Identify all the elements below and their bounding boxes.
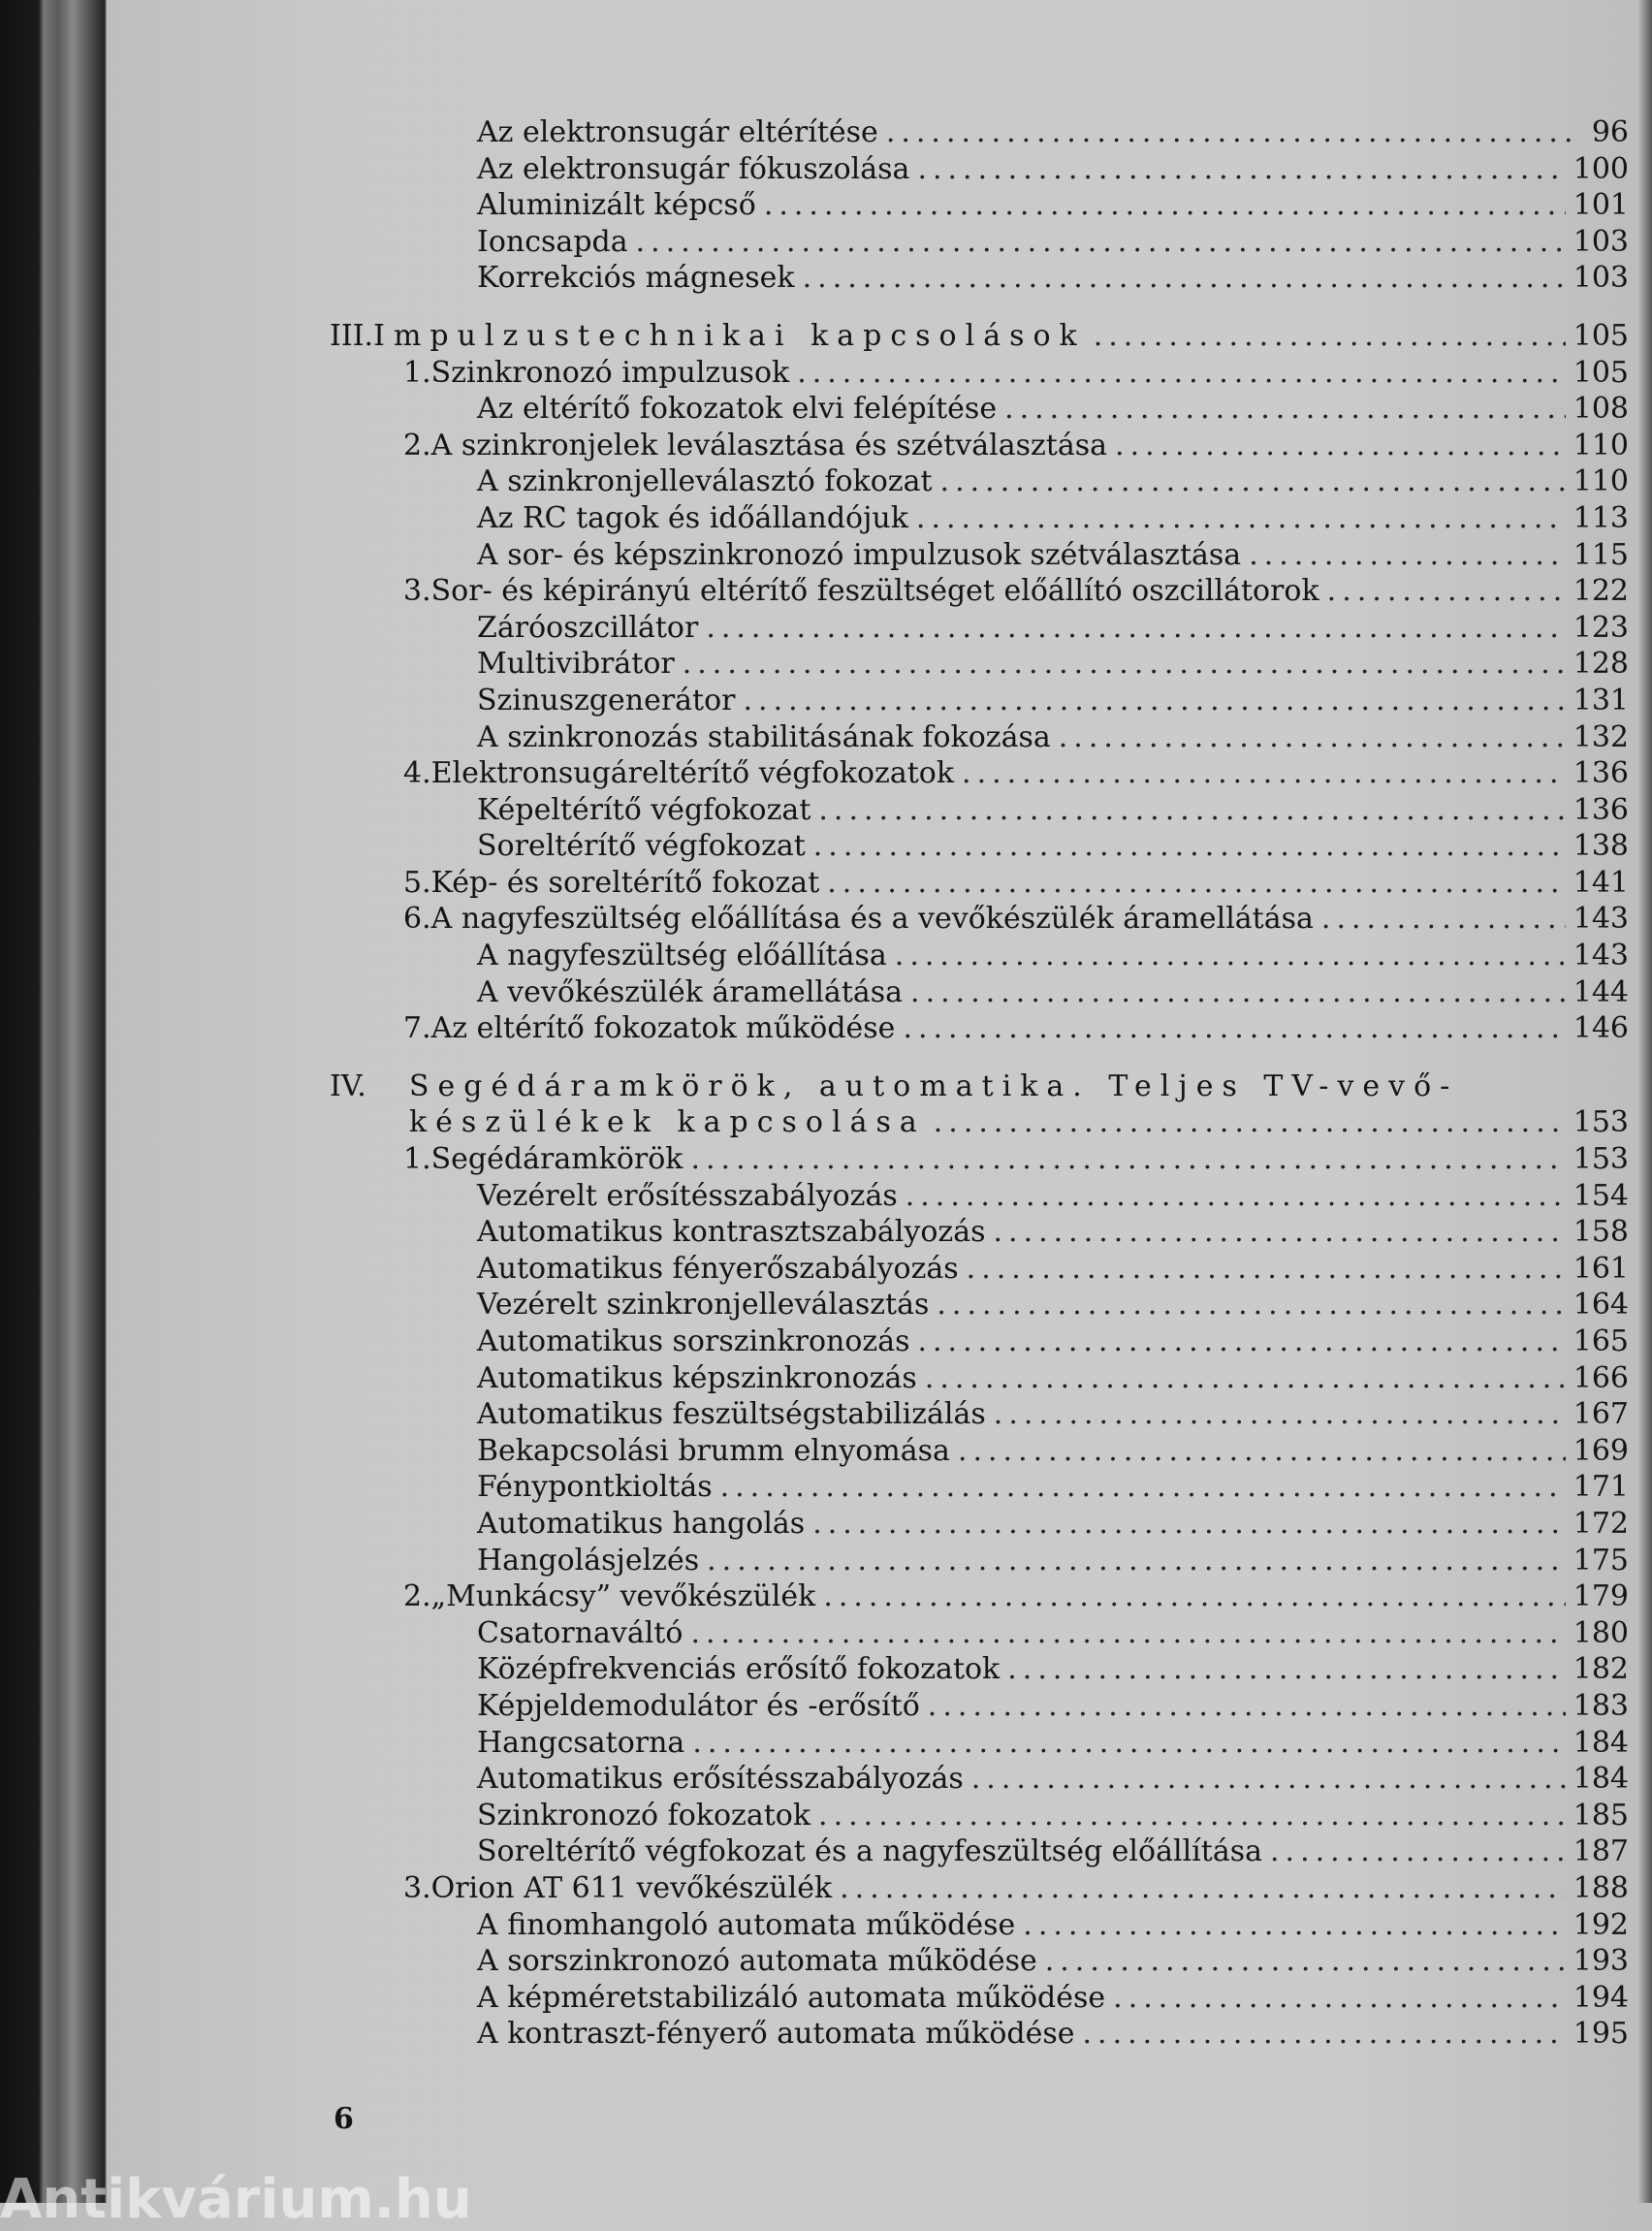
toc-title: A vevőkészülék áramellátása — [477, 974, 904, 1009]
toc-subsection — [330, 1980, 1629, 2017]
dot-leader — [994, 1214, 1566, 1251]
dot-leader — [1321, 901, 1566, 938]
dot-leader — [967, 1251, 1566, 1288]
toc-subsection — [330, 1178, 1629, 1215]
toc-number: 3. — [403, 1870, 431, 1905]
toc-subsection — [330, 1725, 1629, 1762]
toc-title: Képeltérítő végfokozat — [477, 792, 811, 827]
toc-subsection — [330, 537, 1629, 574]
toc-page: 161 — [1573, 1251, 1629, 1286]
toc-number: 5. — [403, 865, 431, 900]
toc-page: 169 — [1573, 1433, 1629, 1468]
toc-subsection — [330, 610, 1629, 647]
toc-number: 3. — [403, 574, 431, 609]
toc-page: 187 — [1573, 1834, 1629, 1869]
toc-title: Képjeldemodulátor és -erősítő — [477, 1688, 920, 1723]
toc-title: Vezérelt erősítésszabályozás — [477, 1178, 898, 1213]
toc-title: Záróoszcillátor — [477, 610, 699, 645]
dot-leader — [720, 1469, 1566, 1506]
dot-leader — [690, 1141, 1565, 1178]
toc-title: A finomhangoló automata működése — [477, 1907, 1016, 1942]
toc-page: 165 — [1573, 1324, 1629, 1358]
dot-leader — [1113, 1980, 1566, 2017]
dot-leader — [1094, 318, 1566, 355]
toc-page: 179 — [1573, 1579, 1629, 1614]
toc-subsection — [330, 938, 1629, 974]
dot-leader — [910, 974, 1566, 1011]
dot-leader — [683, 646, 1566, 683]
toc-subsection — [330, 1943, 1629, 1980]
toc-title: A sorszinkronozó automata működése — [477, 1944, 1037, 1979]
toc-title: Sor- és képirányú eltérítő feszültséget előállító oszcillátorok — [430, 574, 1319, 609]
toc-subsection — [330, 1214, 1629, 1251]
toc-page: 154 — [1573, 1178, 1629, 1213]
dot-leader — [940, 463, 1566, 500]
toc-subsection — [330, 683, 1629, 719]
toc-number: 7. — [403, 1011, 431, 1046]
toc-title: Soreltérítő végfokozat és a nagyfeszültség előállítása — [477, 1834, 1262, 1869]
toc-page: 166 — [1573, 1360, 1629, 1395]
dot-leader — [813, 828, 1566, 865]
toc-page: 164 — [1573, 1288, 1629, 1323]
toc-title: Automatikus sorszinkronozás — [477, 1324, 910, 1358]
page-number: 6 — [334, 2102, 354, 2136]
toc-page: 122 — [1573, 574, 1629, 609]
dot-leader — [840, 1870, 1566, 1907]
toc-title: A nagyfeszültség előállítása és a vevőkészülék áramellátása — [430, 902, 1314, 937]
dot-leader — [1270, 1833, 1566, 1870]
toc-section — [330, 355, 1629, 392]
toc-title: Automatikus képszinkronozás — [477, 1360, 917, 1395]
toc-number: 4. — [403, 756, 431, 791]
toc-title: Az eltérítő fokozatok elvi felépítése — [477, 392, 998, 427]
dot-leader — [1249, 537, 1566, 574]
dot-leader — [994, 1396, 1566, 1433]
toc-page: 153 — [1573, 1105, 1629, 1140]
dot-leader — [928, 1688, 1566, 1725]
toc-subsection — [330, 2016, 1629, 2053]
toc-page: 195 — [1573, 2017, 1629, 2052]
toc-page: 184 — [1573, 1725, 1629, 1760]
dot-leader — [692, 1725, 1565, 1762]
toc-title: Automatikus kontrasztszabályozás — [477, 1215, 986, 1250]
toc-subsection — [330, 1798, 1629, 1834]
toc-page: 123 — [1573, 610, 1629, 645]
toc-chapter — [330, 1068, 1629, 1105]
dot-leader — [812, 1506, 1566, 1543]
toc-title: A képméretstabilizáló automata működése — [477, 1980, 1106, 2015]
toc-page: 105 — [1573, 318, 1629, 353]
toc-page: 136 — [1573, 792, 1629, 827]
toc-subsection — [330, 1323, 1629, 1360]
dot-leader — [706, 610, 1565, 647]
toc-page: 115 — [1573, 537, 1629, 572]
dot-leader — [797, 355, 1566, 392]
dot-leader — [803, 260, 1566, 297]
toc-subsection — [330, 1360, 1629, 1397]
toc-subsection — [330, 828, 1629, 865]
toc-title: Kép- és soreltérítő fokozat — [430, 865, 820, 900]
toc-section — [330, 901, 1629, 938]
dot-leader — [937, 1287, 1565, 1323]
dot-leader — [958, 1433, 1566, 1470]
toc-page: 103 — [1573, 224, 1629, 259]
toc-section — [330, 1870, 1629, 1907]
toc-page: 143 — [1573, 902, 1629, 937]
toc-number: IV. — [330, 1068, 366, 1103]
book-binding — [0, 0, 107, 2203]
dot-leader — [971, 1761, 1566, 1798]
toc-chapter — [330, 318, 1629, 355]
toc-title: Szinkronozó fokozatok — [477, 1798, 811, 1833]
toc-subsection — [330, 1651, 1629, 1688]
toc-number: 2. — [403, 428, 431, 462]
toc-title: Soreltérítő végfokozat — [477, 829, 806, 864]
toc-chapter — [330, 1104, 1629, 1141]
toc-section — [330, 1578, 1629, 1615]
dot-leader — [1327, 573, 1566, 610]
toc-title: Hangcsatorna — [477, 1725, 685, 1760]
dot-leader — [917, 1323, 1565, 1360]
toc-page: 183 — [1573, 1688, 1629, 1723]
toc-subsection — [330, 463, 1629, 500]
toc-title: Elektronsugáreltérítő végfokozatok — [430, 756, 955, 791]
dot-leader — [895, 938, 1566, 974]
toc-title: A szinkronjelleválasztó fokozat — [477, 464, 933, 499]
dot-leader — [903, 1010, 1565, 1047]
toc-subsection — [330, 224, 1629, 261]
toc-subsection — [330, 1543, 1629, 1579]
toc-page: 146 — [1573, 1011, 1629, 1046]
toc-page: 105 — [1573, 355, 1629, 390]
dot-leader — [925, 1360, 1566, 1397]
dot-leader — [764, 187, 1566, 224]
toc-page: 128 — [1573, 647, 1629, 682]
toc-number: III. — [330, 318, 374, 353]
dot-leader — [823, 1578, 1565, 1615]
toc-page: 141 — [1573, 865, 1629, 900]
dot-leader — [1007, 1651, 1565, 1688]
toc-title: A szinkronjelek leválasztása és szétválasztása — [430, 428, 1108, 462]
dot-leader — [1115, 428, 1566, 464]
dot-leader — [1004, 391, 1566, 428]
toc-page: 136 — [1573, 756, 1629, 791]
toc-page: 108 — [1573, 392, 1629, 427]
toc-title: Segédáramkörök — [430, 1142, 683, 1177]
toc-number: 6. — [403, 902, 431, 937]
toc-subsection — [330, 1907, 1629, 1944]
toc-page: 193 — [1573, 1944, 1629, 1979]
toc-subsection — [330, 1396, 1629, 1433]
toc-title: Korrekciós mágnesek — [477, 261, 795, 296]
toc-title: A sor- és képszinkronozó impulzusok szétválasztása — [477, 537, 1242, 572]
dot-leader — [886, 114, 1578, 151]
toc-title: A nagyfeszültség előállítása — [477, 939, 887, 973]
toc-title: Impulzustechnikai kapcsolások — [373, 318, 1086, 353]
toc-subsection — [330, 1433, 1629, 1470]
toc-title: Automatikus erősítésszabályozás — [477, 1762, 964, 1797]
toc-title: „Munkácsy” vevőkészülék — [430, 1579, 816, 1614]
dot-leader — [1059, 719, 1566, 756]
toc-section — [330, 1141, 1629, 1178]
dot-leader — [818, 792, 1565, 829]
toc-title: Szinuszgenerátor — [477, 683, 736, 717]
table-of-contents — [330, 114, 1629, 2053]
toc-title: Automatikus hangolás — [477, 1506, 806, 1541]
toc-title: Fénypontkioltás — [477, 1470, 713, 1505]
toc-section — [330, 1010, 1629, 1047]
toc-title: Orion AT 611 vevőkészülék — [430, 1870, 833, 1905]
toc-page: 143 — [1573, 939, 1629, 973]
dot-leader — [934, 1104, 1566, 1141]
toc-page: 113 — [1573, 500, 1629, 535]
toc-title: Bekapcsolási brumm elnyomása — [477, 1433, 950, 1468]
toc-page: 153 — [1573, 1142, 1629, 1177]
toc-title: A szinkronozás stabilitásának fokozása — [477, 719, 1051, 754]
dot-leader — [1023, 1907, 1565, 1944]
toc-title: Automatikus feszültségstabilizálás — [477, 1397, 986, 1432]
toc-page: 110 — [1573, 428, 1629, 462]
toc-title: Középfrekvenciás erősítő fokozatok — [477, 1652, 1001, 1687]
toc-title: Az elektronsugár eltérítése — [477, 115, 878, 149]
dot-leader — [827, 865, 1565, 902]
toc-page: 167 — [1573, 1397, 1629, 1432]
toc-section — [330, 573, 1629, 610]
dot-leader — [905, 1178, 1566, 1215]
dot-leader — [690, 1615, 1565, 1652]
toc-number: 1. — [403, 355, 431, 390]
toc-page: 144 — [1573, 974, 1629, 1009]
toc-section — [330, 755, 1629, 792]
toc-subsection — [330, 646, 1629, 683]
watermark: Antikvárium.hu — [0, 2168, 472, 2231]
dot-leader — [916, 500, 1566, 537]
toc-page: 182 — [1573, 1652, 1629, 1687]
toc-page: 171 — [1573, 1470, 1629, 1505]
toc-subsection — [330, 187, 1629, 224]
toc-title: Az elektronsugár fókuszolása — [477, 151, 910, 186]
toc-page: 110 — [1573, 464, 1629, 499]
toc-section — [330, 428, 1629, 464]
toc-number: 1. — [403, 1142, 431, 1177]
toc-page: 131 — [1573, 683, 1629, 717]
toc-subsection — [330, 1469, 1629, 1506]
toc-subsection — [330, 151, 1629, 188]
toc-page: 194 — [1573, 1980, 1629, 2015]
toc-title: Hangolásjelzés — [477, 1543, 700, 1578]
toc-subsection — [330, 1761, 1629, 1798]
toc-page: 185 — [1573, 1798, 1629, 1833]
toc-page: 103 — [1573, 261, 1629, 296]
toc-page: 158 — [1573, 1215, 1629, 1250]
toc-subsection — [330, 114, 1629, 151]
toc-title: Szinkronozó impulzusok — [430, 355, 790, 390]
toc-title: A kontraszt-fényerő automata működése — [477, 2017, 1075, 2052]
toc-title: Automatikus fényerőszabályozás — [477, 1251, 959, 1286]
toc-subsection — [330, 1688, 1629, 1725]
dot-leader — [962, 755, 1566, 792]
toc-title: Segédáramkörök, automatika. Teljes TV-vevő- — [409, 1068, 1459, 1103]
dot-leader — [1045, 1943, 1566, 1980]
toc-subsection — [330, 1251, 1629, 1288]
dot-leader — [636, 224, 1566, 261]
toc-subsection — [330, 719, 1629, 756]
toc-subsection — [330, 500, 1629, 537]
toc-title: Multivibrátor — [477, 647, 675, 682]
toc-title: Ioncsapda — [477, 224, 628, 259]
dot-leader — [1083, 2016, 1566, 2053]
toc-subsection — [330, 1287, 1629, 1323]
dot-leader — [744, 683, 1566, 719]
toc-subsection — [330, 1833, 1629, 1870]
toc-title: Aluminizált képcső — [477, 188, 756, 223]
toc-title: Vezérelt szinkronjelleválasztás — [477, 1288, 930, 1323]
toc-subsection — [330, 1615, 1629, 1652]
toc-page: 184 — [1573, 1762, 1629, 1797]
toc-title: Az RC tagok és időállandójuk — [477, 500, 908, 535]
toc-section — [330, 865, 1629, 902]
toc-number: 2. — [403, 1579, 431, 1614]
toc-page: 138 — [1573, 829, 1629, 864]
toc-page: 172 — [1573, 1506, 1629, 1541]
toc-page: 101 — [1573, 188, 1629, 223]
toc-subsection — [330, 792, 1629, 829]
toc-subsection — [330, 1506, 1629, 1543]
toc-title: Az eltérítő fokozatok működése — [430, 1011, 896, 1046]
toc-page: 188 — [1573, 1870, 1629, 1905]
toc-subsection — [330, 260, 1629, 297]
dot-leader — [818, 1798, 1566, 1834]
toc-page: 132 — [1573, 719, 1629, 754]
toc-page: 100 — [1573, 151, 1629, 186]
toc-subsection — [330, 391, 1629, 428]
toc-page: 180 — [1573, 1615, 1629, 1650]
page-edge — [1638, 0, 1652, 2203]
toc-page: 96 — [1591, 115, 1629, 149]
toc-subsection — [330, 974, 1629, 1011]
dot-leader — [917, 151, 1565, 188]
toc-page: 192 — [1573, 1907, 1629, 1942]
toc-page: 175 — [1573, 1543, 1629, 1578]
toc-title: Csatornaváltó — [477, 1615, 683, 1650]
dot-leader — [707, 1543, 1566, 1579]
toc-title: készülékek kapcsolása — [409, 1105, 926, 1140]
